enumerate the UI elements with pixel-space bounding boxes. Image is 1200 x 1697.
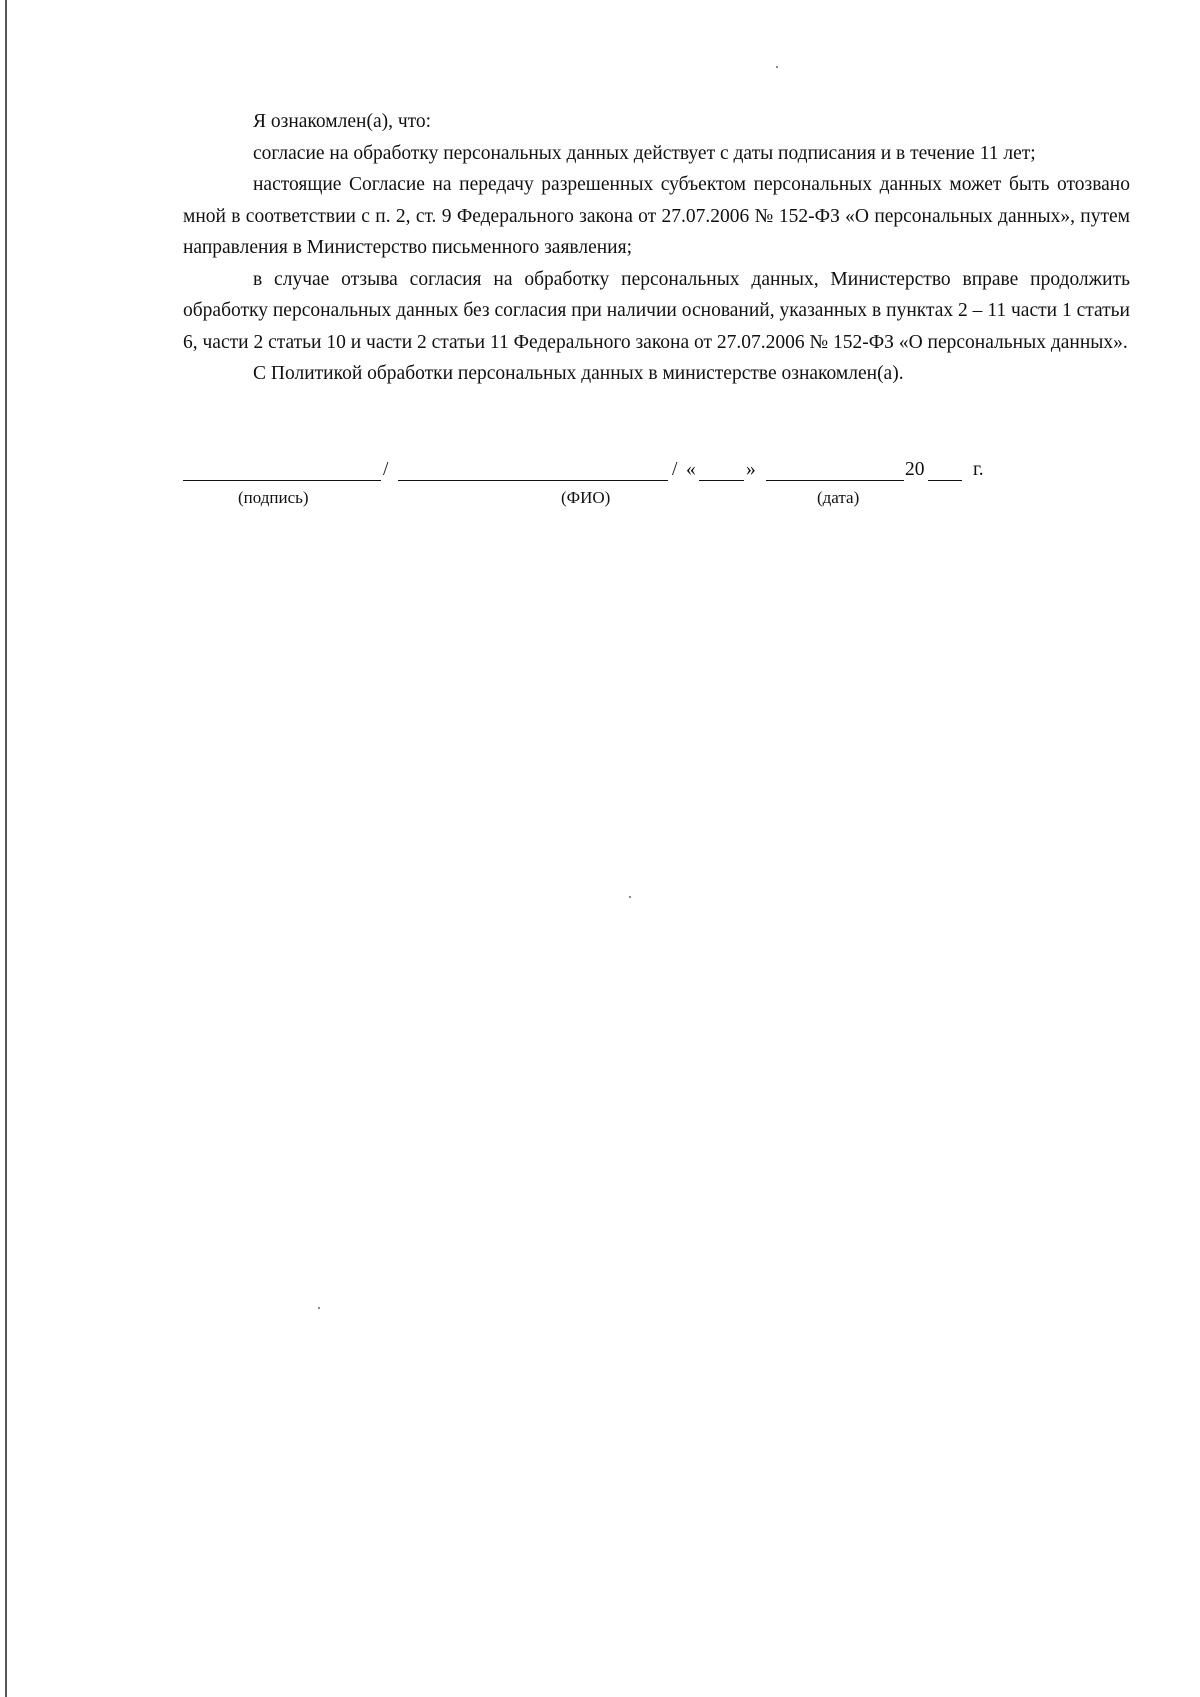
- paragraph-policy: С Политикой обработки персональных данных в министерстве ознакомлен(а).: [253, 363, 904, 384]
- scan-speck: [776, 66, 778, 68]
- year-prefix: 20: [905, 459, 925, 480]
- separator-slash: /: [672, 459, 678, 480]
- signature-row: [183, 458, 1083, 518]
- paragraph-continuation: в случае отзыва согласия на обработку персональных данных, Министерство вправе продолжить обработку персональных данных без согласия при наличии оснований, указанных в пунктах 2 – 11 части 1 статьи 6, части 2 статьи 10 и части 2 статьи 11 Федерального закона от 27.07.2006 № 152-ФЗ «О персональных данных».: [183, 268, 1130, 353]
- month-blank[interactable]: [766, 480, 904, 481]
- signature-blank[interactable]: [183, 480, 381, 481]
- paragraph-revocation: настоящие Согласие на передачу разрешенных субъектом персональных данных может быть отозвано мной в соответствии с п. 2, ст. 9 Федерального закона от 27.07.2006 № 152-ФЗ «О персональных данных», путем направления в Министерство письменного заявления;: [183, 174, 1130, 258]
- scan-speck: [318, 1307, 320, 1309]
- caption-date: (дата): [817, 488, 860, 507]
- quote-close: »: [746, 459, 756, 480]
- separator-slash: /: [383, 459, 389, 480]
- caption-name: (ФИО): [561, 488, 611, 507]
- day-blank[interactable]: [699, 480, 744, 481]
- year-suffix: г.: [973, 459, 984, 480]
- consent-text: [183, 106, 1130, 390]
- scan-speck: [629, 896, 631, 898]
- name-blank[interactable]: [398, 480, 668, 481]
- caption-signature: (подпись): [238, 488, 309, 507]
- paragraph-validity: согласие на обработку персональных данных действует с даты подписания и в течение 11 лет;: [253, 142, 1036, 164]
- year-blank[interactable]: [928, 480, 962, 481]
- quote-open: «: [686, 459, 696, 480]
- intro-line: Я ознакомлен(а), что:: [253, 111, 432, 132]
- scan-edge-line: [5, 0, 7, 1697]
